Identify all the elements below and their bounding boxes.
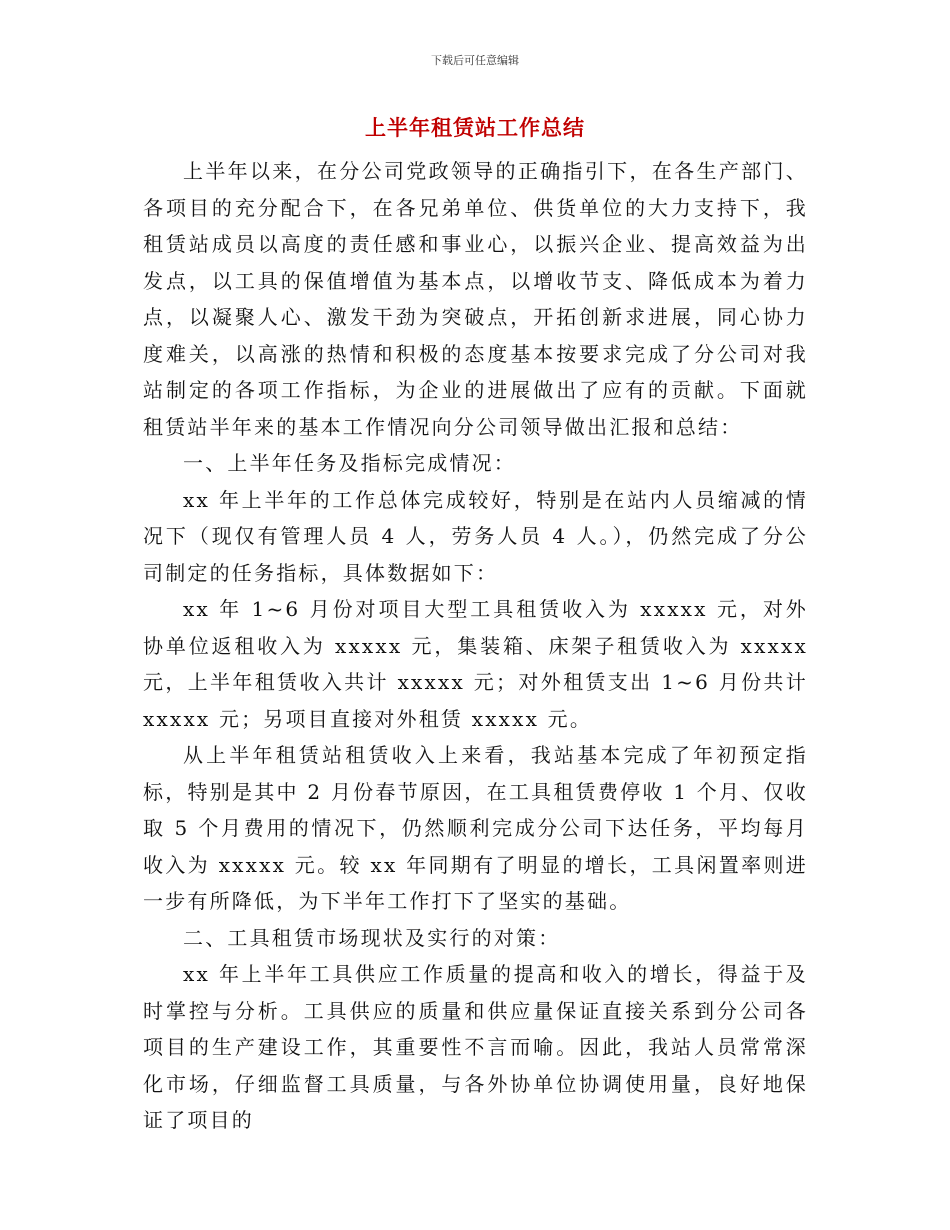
paragraph-overview: xx 年上半年的工作总体完成较好，特别是在站内人员缩减的情况下（现仅有管理人员 4 人，劳务人员 4 人。），仍然完成了分公司制定的任务指标，具体数据如下： — [143, 487, 808, 585]
paragraph-figures: xx 年 1~6 月份对项目大型工具租赁收入为 xxxxx 元，对外协单位返租收入为 xxxxx 元，集装箱、床架子租赁收入为 xxxxx 元，上半年租赁收入共计 xxxxx 元；对外租赁支出 1~6 月份共计 xxxxx 元；另项目直接对外租赁 xxxxx 元。 — [143, 597, 808, 731]
document-body — [143, 153, 808, 1139]
header-note: 下载后可任意编辑 — [431, 54, 519, 67]
paragraph-intro: 上半年以来，在分公司党政领导的正确指引下，在各生产部门、各项目的充分配合下，在各兄弟单位、供货单位的大力支持下，我租赁站成员以高度的责任感和事业心，以振兴企业、提高效益为出发点，以工具的保值增值为基本点，以增收节支、降低成本为着力点，以凝聚人心、激发干劲为突破点，开拓创新求进展，同心协力度难关，以高涨的热情和积极的态度基本按要求完成了分公司对我站制定的各项工作指标，为企业的进展做出了应有的贡献。下面就租赁站半年来的基本工作情况向分公司领导做出汇报和总结： — [143, 159, 808, 439]
document-title: 上半年租赁站工作总结 — [365, 116, 585, 140]
paragraph-analysis: 从上半年租赁站租赁收入上来看，我站基本完成了年初预定指标，特别是其中 2 月份春节原因，在工具租赁费停收 1 个月、仅收取 5 个月费用的情况下，仍然顺利完成分公司下达任务，平均每月收入为 xxxxx 元。较 xx 年同期有了明显的增长，工具闲置率则进一步有所降低，为下半年工作打下了坚实的基础。 — [143, 743, 808, 913]
section-heading-2: 二、工具租赁市场现状及实行的对策： — [183, 925, 561, 950]
paragraph-market: xx 年上半年工具供应工作质量的提高和收入的增长，得益于及时掌控与分析。工具供应的质量和供应量保证直接关系到分公司各项目的生产建设工作，其重要性不言而喻。因此，我站人员常常深化市场，仔细监督工具质量，与各外协单位协调使用量，良好地保证了项目的 — [143, 962, 808, 1132]
section-heading-1: 一、上半年任务及指标完成情况： — [183, 451, 516, 475]
